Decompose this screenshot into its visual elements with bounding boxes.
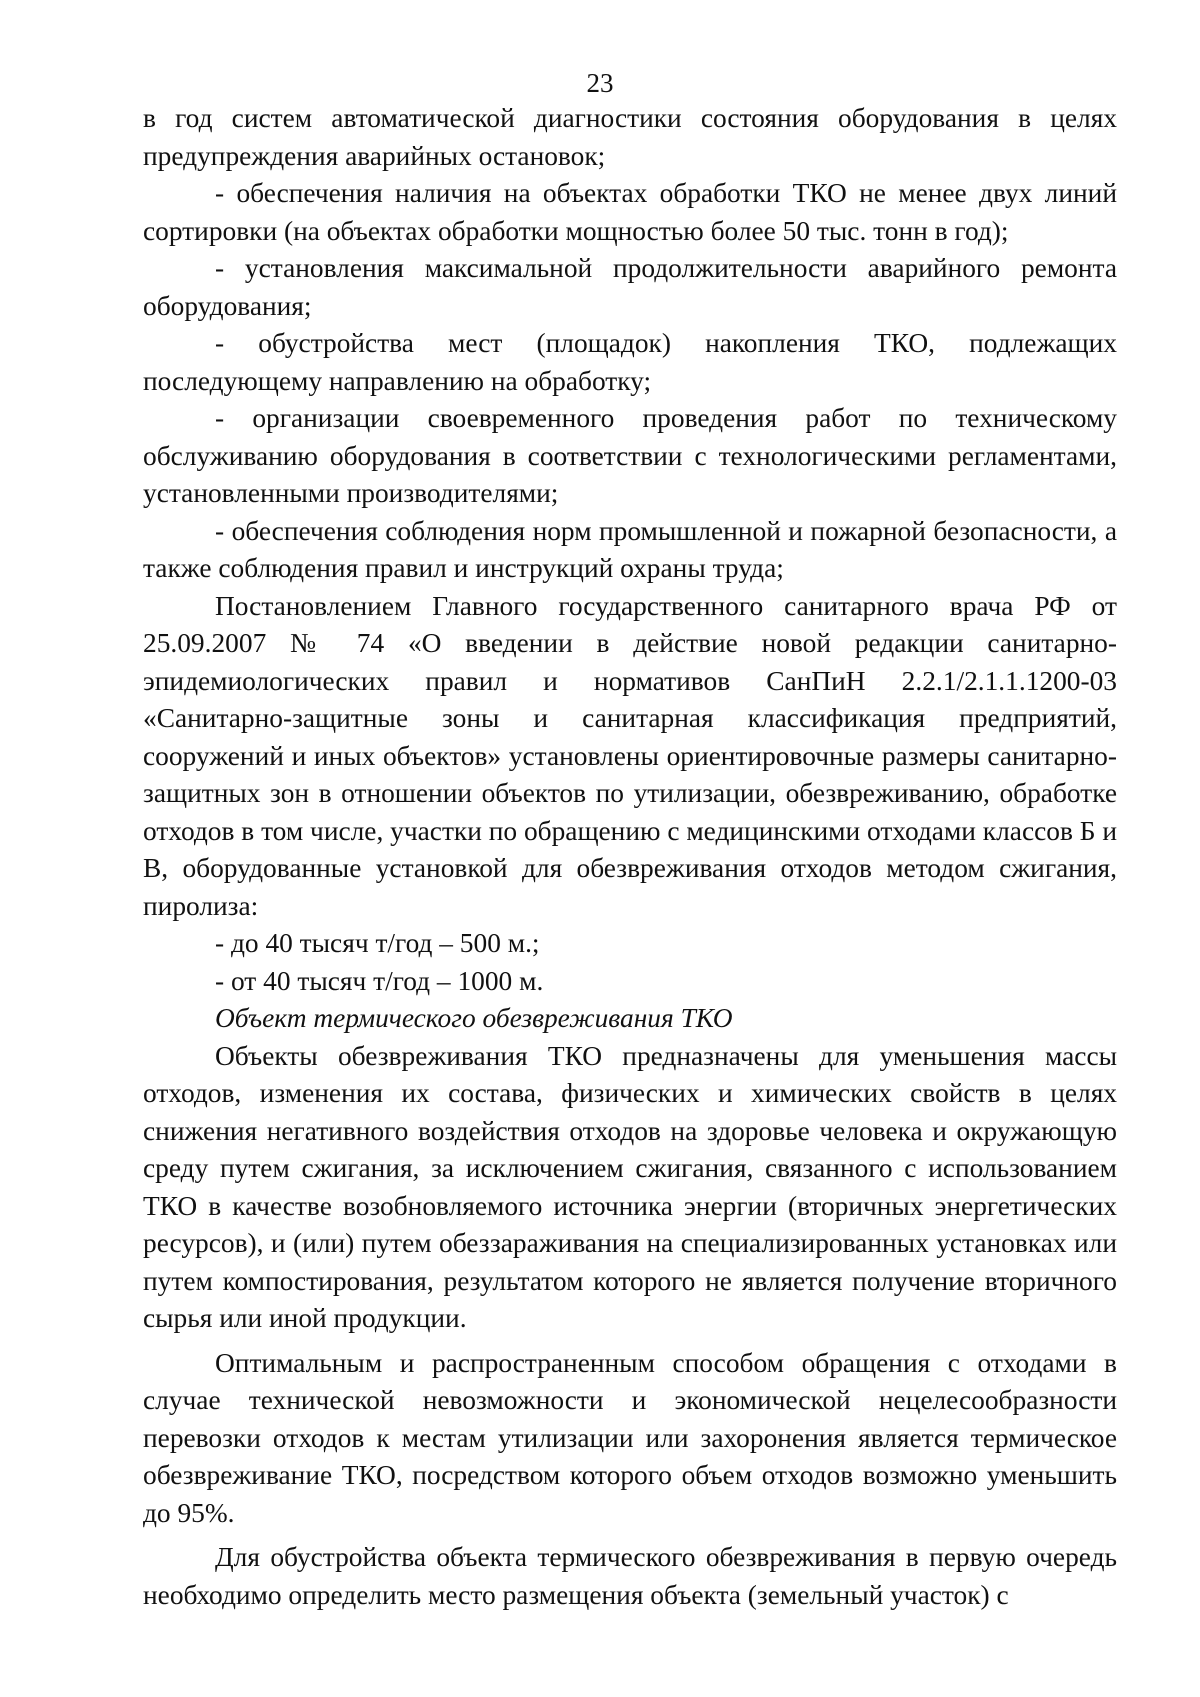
list-item-accumulation-sites: - обустройства мест (площадок) накопления ТКО, подлежащих последующему направлению на обработку; <box>143 328 1117 396</box>
paragraph-site-selection: Для обустройства объекта термического обезвреживания в первую очередь необходимо определить место размещения объекта (земельный участок) с <box>143 1542 1117 1610</box>
page-number: 23 <box>586 68 614 98</box>
list-item-up-to-40k: - до 40 тысяч т/год – 500 м.; <box>215 928 540 958</box>
list-item-safety: - обеспечения соблюдения норм промышленной и пожарной безопасности, а также соблюдения правил и инструкций охраны труда; <box>143 515 1117 583</box>
paragraph-optimal-method: Оптимальным и распространенным способом обращения с отходами в случае технической невозможности и экономической нецелесообразности перевозки отходов к местам утилизации или захоронения является термическое обезвреживание ТКО, посредством которого объем отходов возможно уменьшить до 95%. <box>143 1347 1117 1528</box>
paragraph-continuation: в год систем автоматической диагностики состояния оборудования в целях предупреждения аварийных остановок; <box>143 103 1117 171</box>
list-item-from-40k: - от 40 тысяч т/год – 1000 м. <box>215 965 544 996</box>
paragraph-neutralization-objects: Объекты обезвреживания ТКО предназначены для уменьшения массы отходов, изменения их состава, физических и химических свойств в целях снижения негативного воздействия отходов на здоровье человека и окружающую среду путем сжигания, за исключением сжигания, связанного с использованием ТКО в качестве возобновляемого источника энергии (вторичных энергетических ресурсов), и (или) путем обеззараживания на специализированных установках или путем компостирования, результатом которого не является получение вторичного сырья или иной продукции. <box>143 1040 1117 1333</box>
list-item-repair-duration: - установления максимальной продолжительности аварийного ремонта оборудования; <box>143 253 1117 321</box>
document-body <box>143 100 1117 1614</box>
list-item-sorting-lines: - обеспечения наличия на объектах обработки ТКО не менее двух линий сортировки (на объектах обработки мощностью более 50 тыс. тонн в год); <box>143 178 1117 246</box>
paragraph-sanpin-resolution: Постановлением Главного государственного санитарного врача РФ от 25.09.2007 № 74 «О введении в действие новой редакции санитарно-эпидемиологических правил и нормативов СанПиН 2.2.1/2.1.1.1200-03 «Санитарно-защитные зоны и санитарная классификация предприятий, сооружений и иных объектов» установлены ориентировочные размеры санитарно-защитных зон в отношении объектов по утилизации, обезвреживанию, обработке отходов в том числе, участки по обращению с медицинскими отходами классов Б и В, оборудованные установкой для обезвреживания отходов методом сжигания, пиролиза: <box>143 590 1117 921</box>
section-heading: Объект термического обезвреживания ТКО <box>215 1003 733 1033</box>
list-item-maintenance: - организации своевременного проведения работ по техническому обслуживанию оборудования в соответствии с технологическими регламентами, установленными производителями; <box>143 403 1117 508</box>
